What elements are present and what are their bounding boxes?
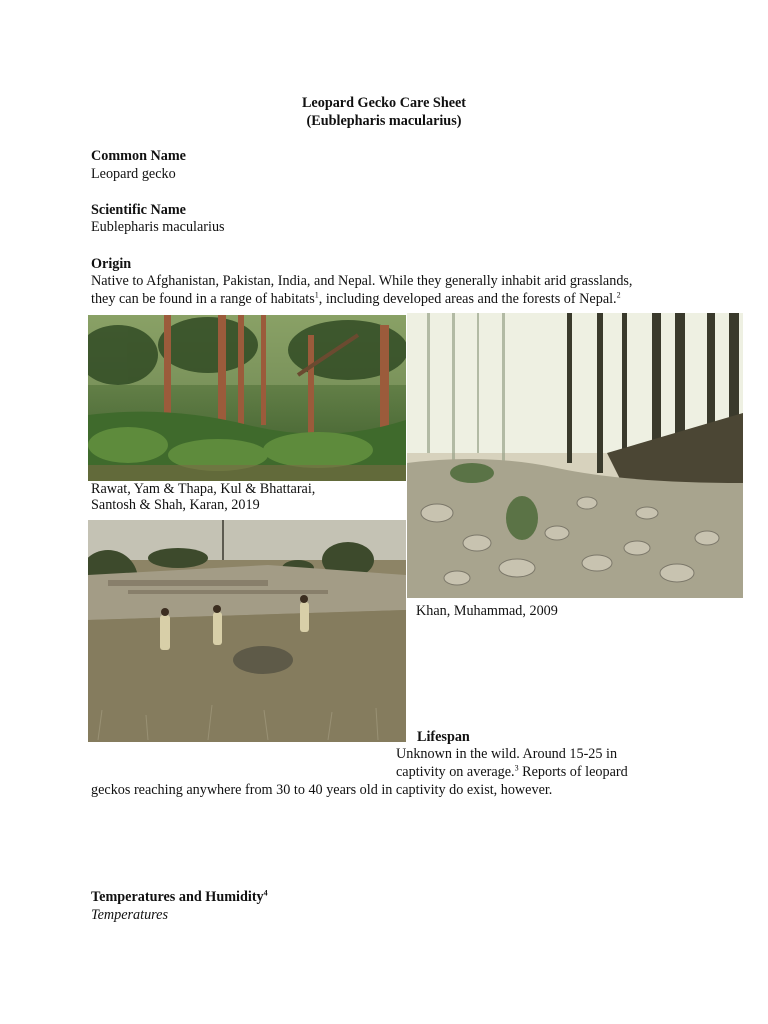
lifespan-text-line3: geckos reaching anywhere from 30 to 40 years old in captivity do exist, however. <box>91 782 553 798</box>
caption-rawat-line1: Rawat, Yam & Thapa, Kul & Bhattarai, <box>91 481 316 497</box>
lifespan-text-part-a: captivity on average. <box>396 764 515 780</box>
lifespan-heading: Lifespan <box>417 729 470 745</box>
page-title: Leopard Gecko Care Sheet <box>301 95 467 111</box>
forest-photo <box>88 315 406 481</box>
grassland-photo <box>88 520 406 742</box>
temps-heading <box>91 888 268 906</box>
scientific-name-value: Eublepharis macularius <box>91 219 225 235</box>
common-name-value: Leopard gecko <box>91 166 176 182</box>
footnote-ref-1: 1 <box>314 290 319 300</box>
footnote-ref-4: 4 <box>263 888 268 898</box>
origin-text-part-a: they can be found in a range of habitats <box>91 291 315 307</box>
temps-subheading: Temperatures <box>91 907 168 923</box>
lifespan-text-line2 <box>396 763 628 781</box>
temps-heading-text: Temperatures and Humidity <box>91 889 264 905</box>
footnote-ref-2: 2 <box>616 290 621 300</box>
origin-text-line1: Native to Afghanistan, Pakistan, India, and Nepal. While they generally inhabit arid grasslands, <box>91 273 633 289</box>
origin-text-part-b: , including developed areas and the forests of Nepal. <box>318 291 617 307</box>
pine-forest-photo <box>407 313 743 598</box>
origin-text-line2 <box>91 290 621 308</box>
caption-rawat-line2: Santosh & Shah, Karan, 2019 <box>91 497 260 513</box>
lifespan-text-line1: Unknown in the wild. Around 15-25 in <box>396 746 618 762</box>
footnote-ref-3: 3 <box>514 763 519 773</box>
page-subtitle: (Eublepharis macularius) <box>306 113 462 129</box>
scientific-name-heading: Scientific Name <box>91 202 186 218</box>
lifespan-text-part-b: Reports of leopard <box>518 764 628 780</box>
origin-heading: Origin <box>91 256 132 272</box>
caption-khan: Khan, Muhammad, 2009 <box>416 603 558 619</box>
common-name-heading: Common Name <box>91 148 186 164</box>
